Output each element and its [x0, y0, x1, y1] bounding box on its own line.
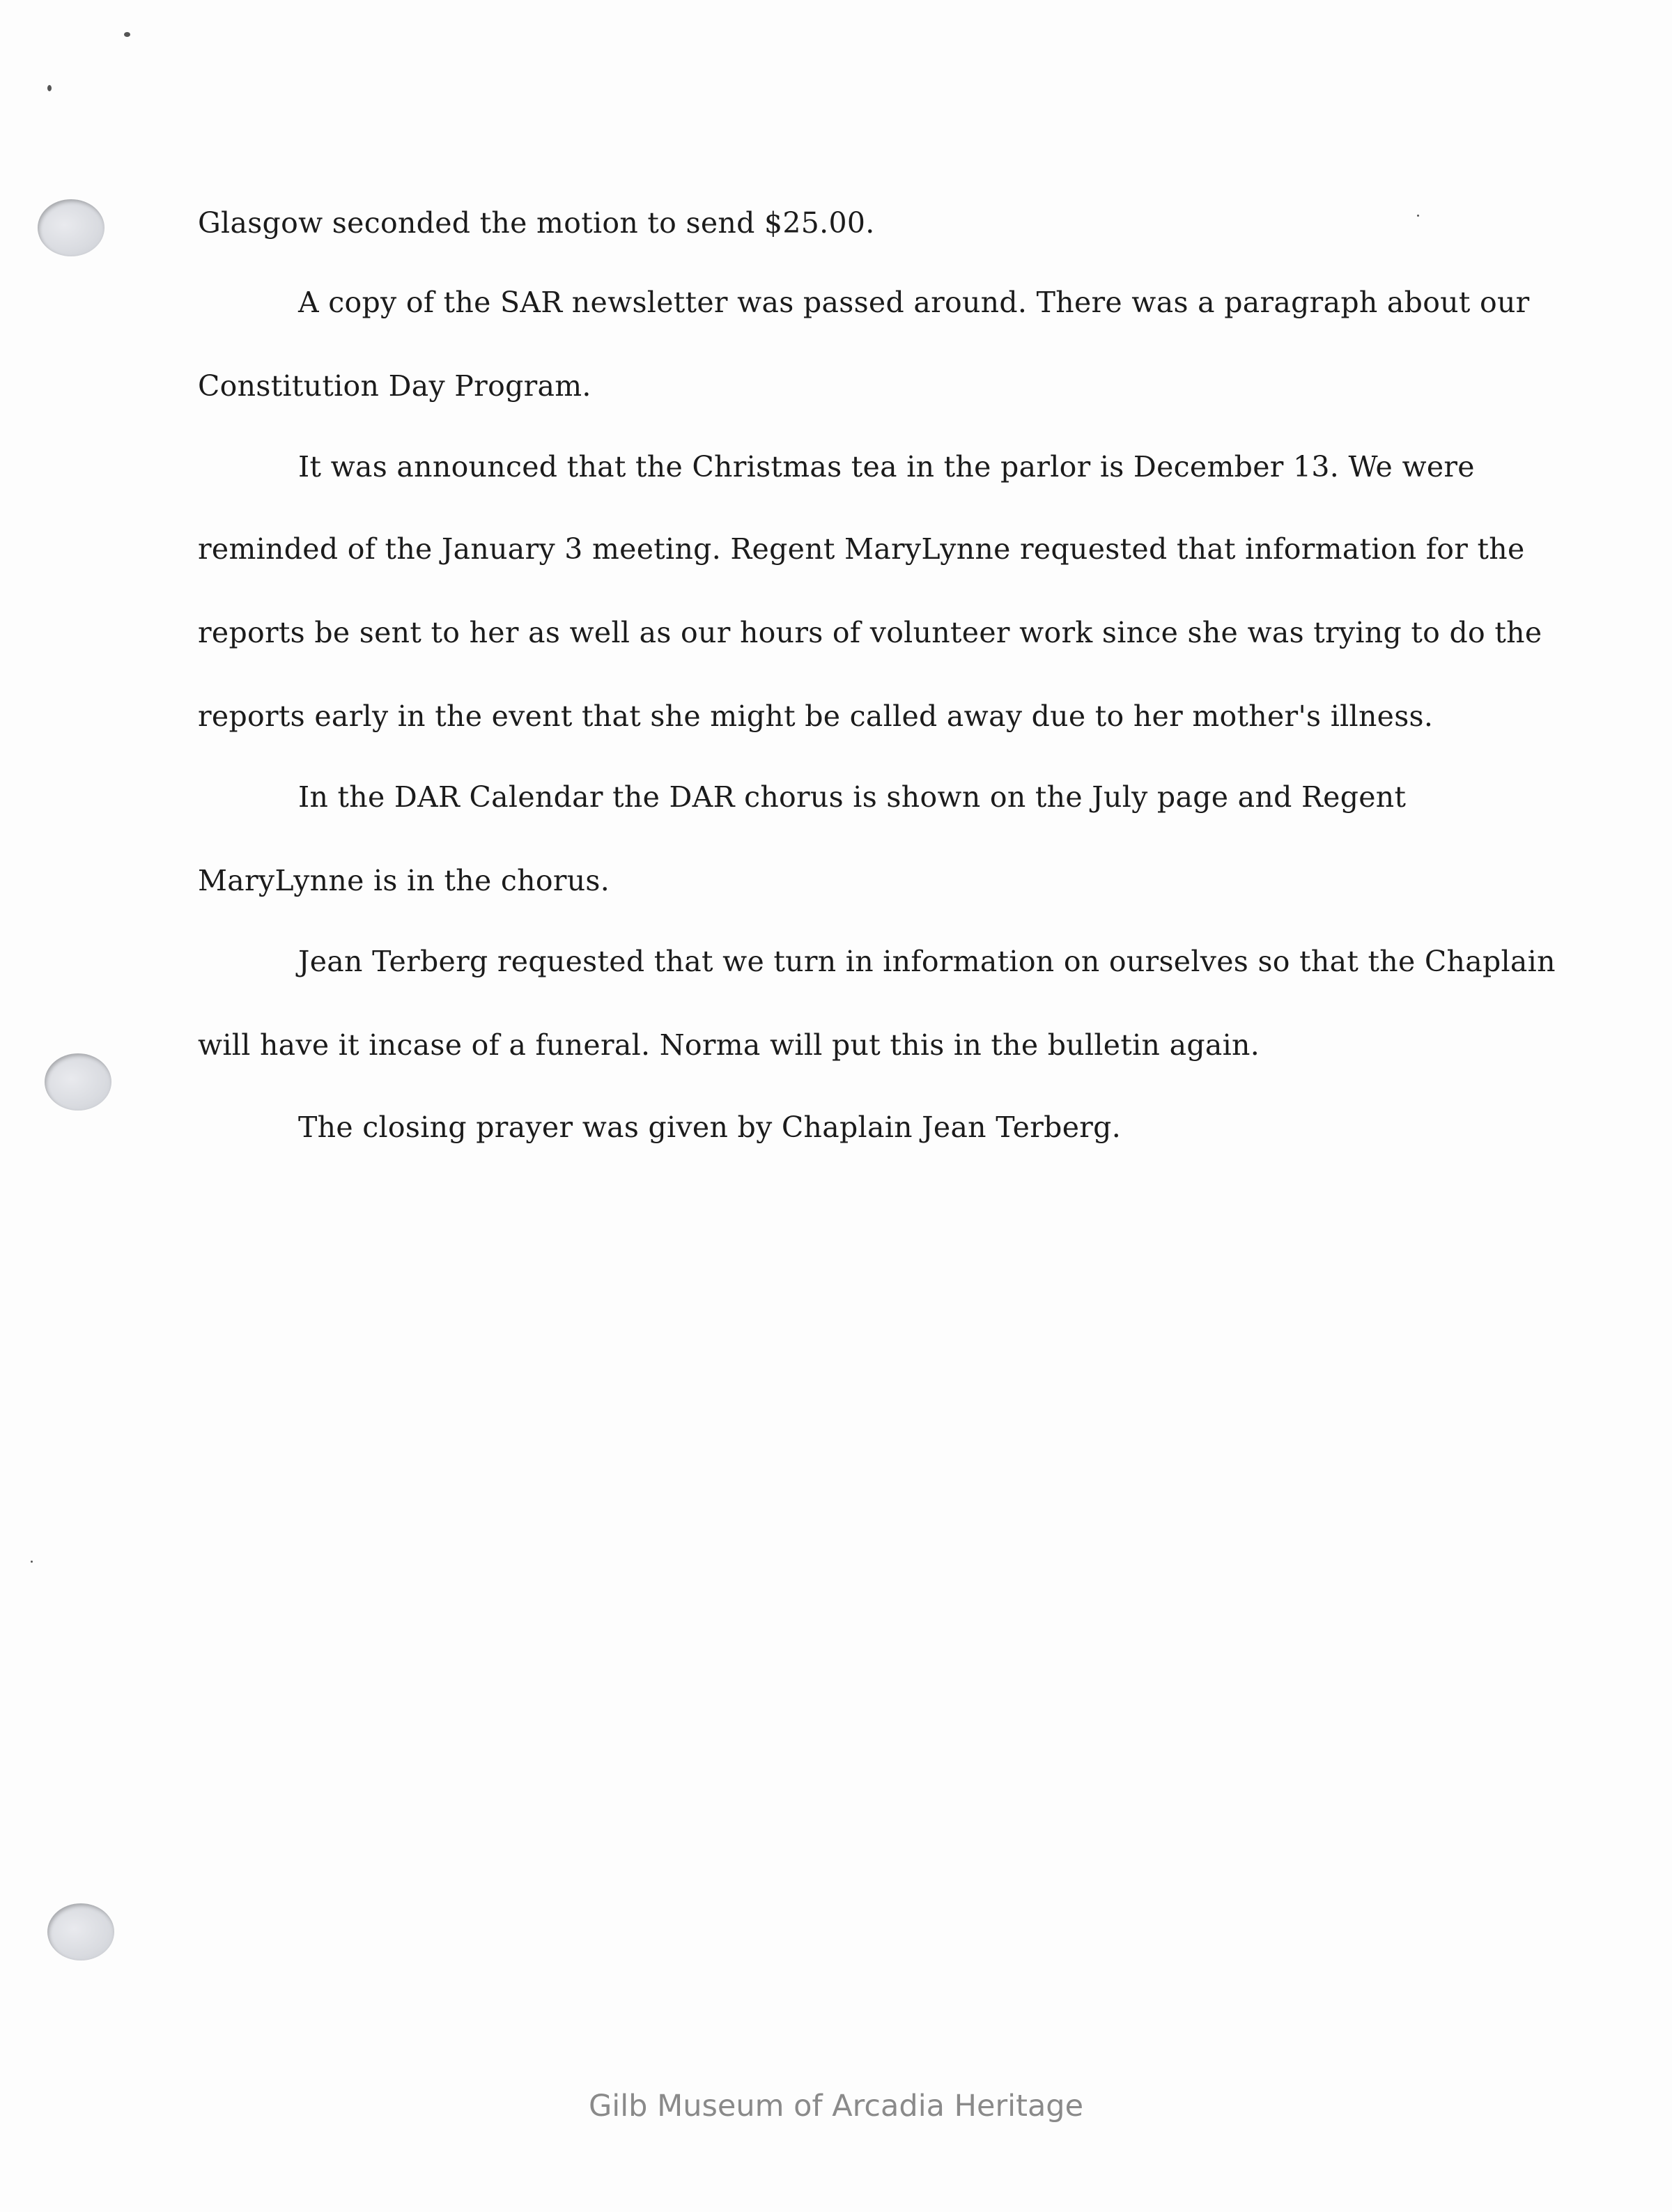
- punch-hole-top: [38, 199, 104, 256]
- paragraph-line: reports be sent to her as well as our hours of volunteer work since she was trying to do the: [198, 616, 1542, 649]
- paragraph-line: reports early in the event that she might be called away due to her mother's illness.: [198, 699, 1434, 733]
- paragraph-line: In the DAR Calendar the DAR chorus is shown on the July page and Regent: [298, 780, 1407, 814]
- paragraph-line: MaryLynne is in the chorus.: [198, 864, 610, 897]
- scan-speck: [1417, 215, 1419, 217]
- scan-speck: [124, 32, 130, 37]
- punch-hole-bottom: [47, 1903, 114, 1960]
- punch-hole-middle: [45, 1053, 111, 1111]
- paragraph-line: It was announced that the Christmas tea in the parlor is December 13. We were: [298, 450, 1475, 484]
- scan-speck: [31, 1561, 33, 1563]
- paragraph-line: Glasgow seconded the motion to send $25.00.: [198, 206, 875, 240]
- museum-watermark: Gilb Museum of Arcadia Heritage: [588, 2089, 1084, 2124]
- scan-speck: [47, 85, 52, 91]
- paragraph-line: reminded of the January 3 meeting. Regent MaryLynne requested that information for the: [198, 532, 1525, 566]
- paragraph-line: Jean Terberg requested that we turn in information on ourselves so that the Chaplain: [298, 945, 1556, 978]
- paragraph-line: A copy of the SAR newsletter was passed around. There was a paragraph about our: [298, 286, 1530, 319]
- paragraph-line: The closing prayer was given by Chaplain Jean Terberg.: [298, 1111, 1122, 1144]
- paragraph-line: will have it incase of a funeral. Norma will put this in the bulletin again.: [198, 1028, 1260, 1062]
- paragraph-line: Constitution Day Program.: [198, 369, 591, 403]
